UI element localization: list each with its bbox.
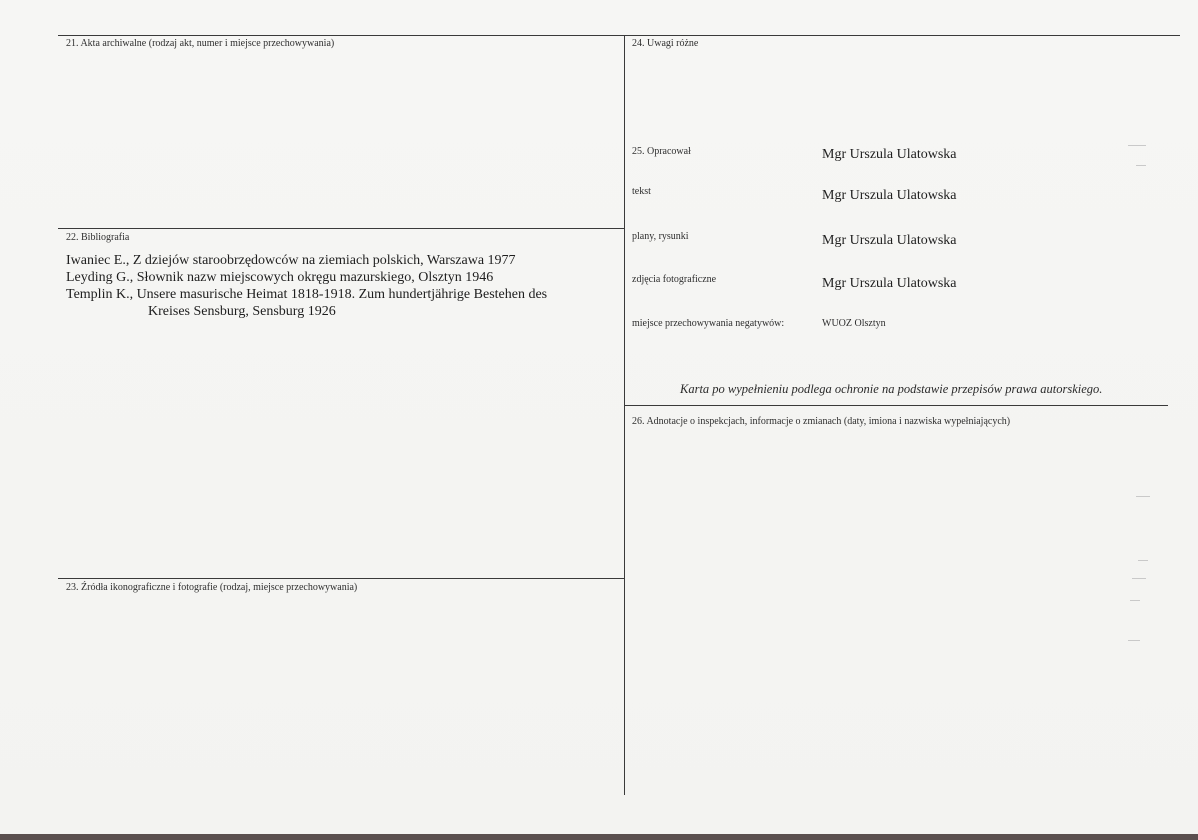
center-divider	[624, 35, 625, 795]
bibliography-list	[66, 252, 547, 320]
copyright-note: Karta po wypełnieniu podlega ochronie na podstawie przepisów prawa autorskiego.	[680, 382, 1103, 396]
bibliography-entry: Leyding G., Słownik nazw miejscowych okręgu mazurskiego, Olsztyn 1946	[66, 270, 494, 285]
rule-22	[58, 228, 624, 229]
section-25-label: 25. Opracował	[632, 146, 691, 157]
section-26-label: 26. Adnotacje o inspekcjach, informacje o zmianach (daty, imiona i nazwiska wypełniających)	[632, 416, 1011, 427]
scan-speck	[1136, 496, 1150, 497]
photos-label: zdjęcia fotograficzne	[632, 274, 717, 285]
scan-bottom-edge	[0, 834, 1198, 840]
scan-speck	[1132, 578, 1146, 579]
author-value: Mgr Urszula Ulatowska	[822, 147, 957, 162]
scan-speck	[1138, 560, 1148, 561]
scan-speck	[1130, 600, 1140, 601]
photos-author-value: Mgr Urszula Ulatowska	[822, 276, 957, 291]
scan-speck	[1128, 640, 1140, 641]
scan-speck	[1136, 165, 1146, 166]
bibliography-entry: Templin K., Unsere masurische Heimat 1818-1918. Zum hundertjährige Bestehen des	[66, 287, 548, 302]
plans-author-value: Mgr Urszula Ulatowska	[822, 233, 957, 248]
rule-23	[58, 578, 624, 579]
negatives-location-value: WUOZ Olsztyn	[822, 318, 886, 329]
section-23-label: 23. Źródła ikonograficzne i fotografie (rodzaj, miejsce przechowywania)	[66, 582, 358, 593]
negatives-location-label: miejsce przechowywania negatywów:	[632, 318, 785, 329]
rule-26	[624, 405, 1168, 406]
bibliography-entry-continued: Kreises Sensburg, Sensburg 1926	[148, 304, 336, 319]
plans-label: plany, rysunki	[632, 231, 689, 242]
section-22-label: 22. Bibliografia	[66, 232, 130, 243]
section-24-label: 24. Uwagi różne	[632, 38, 699, 49]
text-label: tekst	[632, 186, 651, 197]
top-rule-right	[624, 35, 1180, 36]
bibliography-entry: Iwaniec E., Z dziejów staroobrzędowców na ziemiach polskich, Warszawa 1977	[66, 253, 516, 268]
top-rule-left	[58, 35, 624, 36]
scan-speck	[1128, 145, 1146, 146]
text-author-value: Mgr Urszula Ulatowska	[822, 188, 957, 203]
section-21-label: 21. Akta archiwalne (rodzaj akt, numer i miejsce przechowywania)	[66, 38, 335, 49]
